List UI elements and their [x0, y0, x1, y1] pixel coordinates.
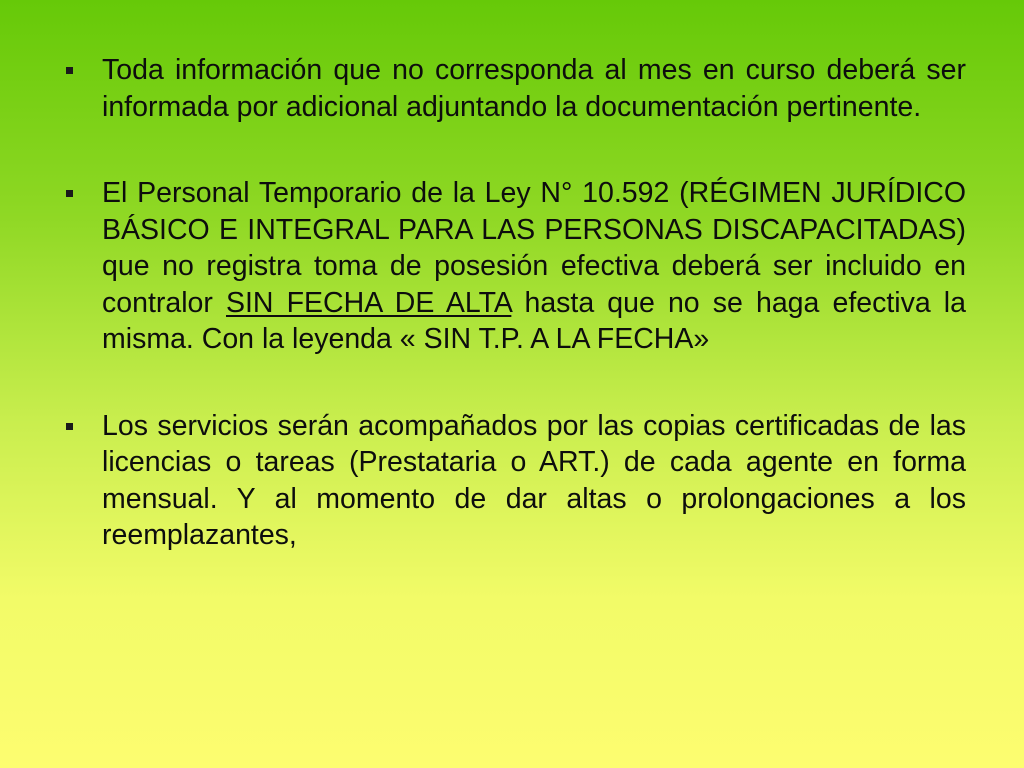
bullet-2-text-after: hasta que no se haga efectiva la misma. Con la leyenda « SIN T.P. A LA FECHA» — [102, 286, 966, 355]
bullet-2-underlined-text: SIN FECHA DE ALTA — [226, 286, 512, 319]
bullet-list — [60, 52, 966, 554]
bullet-item-1 — [60, 52, 966, 125]
square-bullet-icon — [66, 190, 73, 197]
bullet-item-3 — [60, 408, 966, 554]
bullet-item-2 — [60, 175, 966, 358]
bullet-3-text: Los servicios serán acompañados por las copias certificadas de las licencias o tareas (Prestataria o ART.) de cada agente en forma mensual. Y al momento de dar altas o prolongaciones a los reemplazantes, — [102, 409, 966, 551]
square-bullet-icon — [66, 67, 73, 74]
bullet-1-text: Toda información que no corresponda al mes en curso deberá ser informada por adicional adjuntando la documentación pertinente. — [102, 54, 966, 123]
square-bullet-icon — [66, 423, 73, 430]
bullet-2-text-before: El Personal Temporario de la Ley N° 10.592 (RÉGIMEN JURÍDICO BÁSICO E INTEGRAL PARA LAS PERSONAS DISCAPACITADAS) que no registra toma de posesión efectiva deberá ser incluido en contralor — [102, 177, 966, 319]
